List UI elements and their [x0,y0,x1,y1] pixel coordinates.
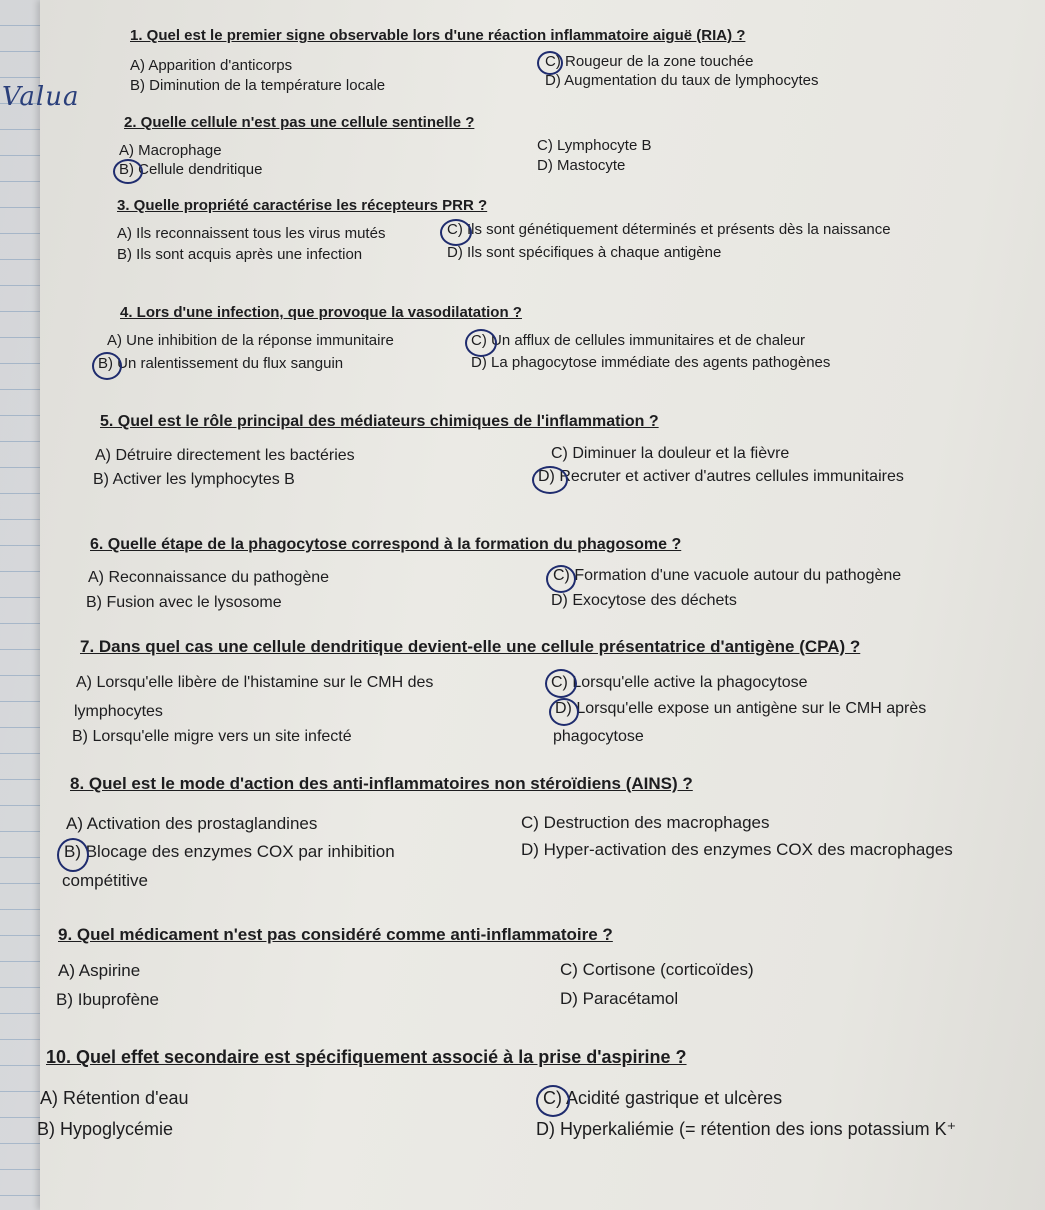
q2-option-b: B) Cellule dendritique [119,161,263,178]
q3-option-d: D) Ils sont spécifiques à chaque antigène [447,244,722,261]
q3-option-c: C) Ils sont génétiquement déterminés et présents dès la naissance [447,221,891,238]
q3-option-b: B) Ils sont acquis après une infection [117,246,363,263]
q10-option-d: D) Hyperkaliémie (= rétention des ions potassium K⁺ [536,1119,957,1139]
q5-option-a: A) Détruire directement les bactéries [95,447,355,464]
q6-option-d: D) Exocytose des déchets [551,592,737,609]
q1-option-d: D) Augmentation du taux de lymphocytes [545,72,819,89]
question-9: 9. Quel médicament n'est pas considéré comme anti-inflammatoire ? [58,925,613,944]
q6-option-c: C) Formation d'une vacuole autour du pathogène [553,567,902,584]
q7-option-d-cont: phagocytose [553,728,644,745]
question-3: 3. Quelle propriété caractérise les récepteurs PRR ? [117,197,488,214]
q10-option-b: B) Hypoglycémie [37,1119,174,1139]
q1-option-a: A) Apparition d'anticorps [130,57,293,74]
question-2: 2. Quelle cellule n'est pas une cellule sentinelle ? [124,114,475,131]
question-6: 6. Quelle étape de la phagocytose correspond à la formation du phagosome ? [90,536,682,553]
q4-option-b: B) Un ralentissement du flux sanguin [98,355,344,372]
q2-option-c: C) Lymphocyte B [537,137,652,154]
q7-option-b: B) Lorsqu'elle migre vers un site infecté [72,728,352,745]
q9-option-b: B) Ibuprofène [56,990,160,1009]
question-4: 4. Lors d'une infection, que provoque la vasodilatation ? [120,304,522,321]
q1-option-c: C) Rougeur de la zone touchée [545,53,754,70]
q3-option-a: A) Ils reconnaissent tous les virus mutés [117,225,386,242]
q10-option-c: C) Acidité gastrique et ulcères [543,1088,783,1108]
q9-option-d: D) Paracétamol [560,989,679,1008]
q4-option-c: C) Un afflux de cellules immunitaires et de chaleur [471,332,806,349]
q8-option-d: D) Hyper-activation des enzymes COX des macrophages [521,840,953,859]
q8-option-a: A) Activation des prostaglandines [66,814,318,833]
q6-option-a: A) Reconnaissance du pathogène [88,569,330,586]
q2-option-a: A) Macrophage [119,142,222,159]
q10-option-a: A) Rétention d'eau [40,1088,189,1108]
question-7: 7. Dans quel cas une cellule dendritique devient-elle une cellule présentatrice d'antigène (CPA) ? [80,637,861,656]
q5-option-d: D) Recruter et activer d'autres cellules immunitaires [538,468,904,485]
q1-option-b: B) Diminution de la température locale [130,77,386,94]
q8-option-b: B) Blocage des enzymes COX par inhibition [64,842,395,861]
q6-option-b: B) Fusion avec le lysosome [86,594,282,611]
q4-option-d: D) La phagocytose immédiate des agents pathogènes [471,354,831,371]
question-10: 10. Quel effet secondaire est spécifiquement associé à la prise d'aspirine ? [46,1047,687,1067]
question-1: 1. Quel est le premier signe observable lors d'une réaction inflammatoire aiguë (RIA) ? [130,27,746,44]
q5-option-c: C) Diminuer la douleur et la fièvre [551,445,790,462]
q7-option-c: C) Lorsqu'elle active la phagocytose [551,674,808,691]
q4-option-a: A) Une inhibition de la réponse immunitaire [107,332,394,349]
q5-option-b: B) Activer les lymphocytes B [93,471,295,488]
question-8: 8. Quel est le mode d'action des anti-inflammatoires non stéroïdiens (AINS) ? [70,774,693,793]
q9-option-c: C) Cortisone (corticoïdes) [560,960,754,979]
q7-option-a-cont: lymphocytes [74,703,163,720]
q9-option-a: A) Aspirine [58,961,141,980]
question-5: 5. Quel est le rôle principal des médiateurs chimiques de l'inflammation ? [100,413,659,430]
q7-option-d: D) Lorsqu'elle expose un antigène sur le CMH après [555,700,927,717]
q8-option-c: C) Destruction des macrophages [521,813,770,832]
handwritten-note: Valua [2,82,80,112]
q7-option-a: A) Lorsqu'elle libère de l'histamine sur le CMH des [76,674,434,691]
q8-option-b-cont: compétitive [62,871,148,890]
q2-option-d: D) Mastocyte [537,157,626,174]
